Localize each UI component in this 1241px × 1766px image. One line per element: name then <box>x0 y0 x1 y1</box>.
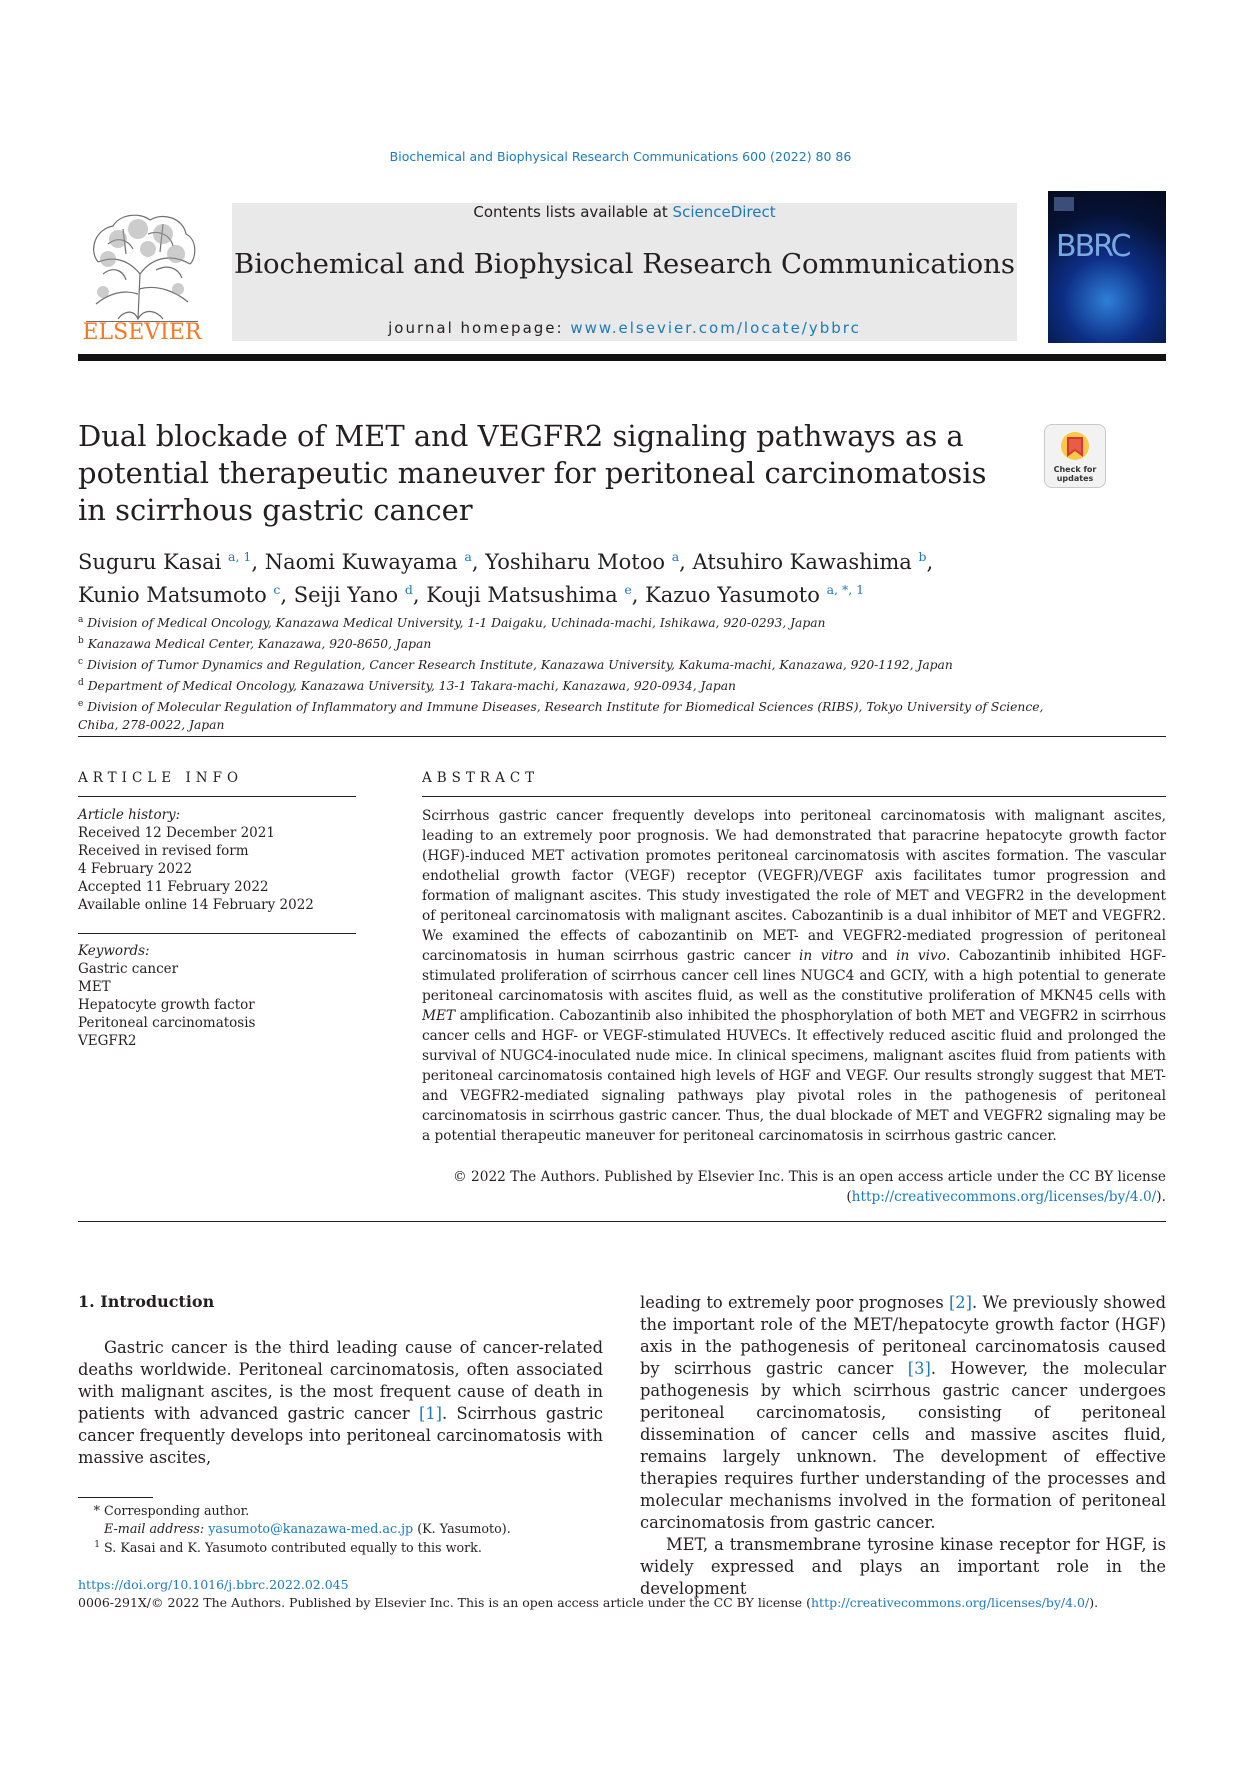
issn-line: 0006-291X/© 2022 The Authors. Published by Elsevier Inc. This is an open access article under the CC BY license (http://creativecommons.org/licenses/by/4.0/). <box>78 1595 1099 1610</box>
homepage-prefix: journal homepage: <box>388 319 571 337</box>
author[interactable]: Yoshiharu Motoo $^a$ <box>485 549 680 574</box>
affiliations <box>78 611 1078 734</box>
author[interactable]: Naomi Kuwayama $^a$ <box>264 549 472 574</box>
author-affil-mark: a, *, 1 <box>826 582 865 597</box>
article-info-heading: ARTICLE INFO <box>78 770 244 786</box>
cover-label: BBRC <box>1056 229 1130 264</box>
keyword: MET <box>78 979 111 995</box>
page-footer <box>78 1576 1166 1612</box>
keyword: Gastric cancer <box>78 961 179 977</box>
author-list: Suguru Kasai $^{a, 1}$, Naomi Kuwayama $^a$, Yoshiharu Motoo $^a$, Atsuhiro Kawashima $^b$, Kunio Matsumoto $^c$, Seiji Yano $^d$, Kouji Matsushima $^e$, Kazuo Yasumoto $^{a, *, 1}$ <box>78 549 934 607</box>
publisher-name: ELSEVIER <box>82 320 202 345</box>
author[interactable]: Seiji Yano $^d$ <box>293 582 413 607</box>
history-item: 4 February 2022 <box>78 861 193 877</box>
author[interactable]: Kouji Matsushima $^e$ <box>426 582 632 607</box>
license-link[interactable]: http://creativecommons.org/licenses/by/4.0/ <box>851 1189 1157 1205</box>
abstract-text: Scirrhous gastric cancer frequently develops into peritoneal carcinomatosis with malignant ascites, leading to an extremely poor prognosis. We had demonstrated that paracrine hepatocyte growth factor (HGF)-induced MET activation promotes peritoneal carcinomatosis with ascites formation. The vascular endothelial growth factor (VEGF) receptor (VEGFR)/VEGF axis facilitates tumor progression and formation of malignant ascites. This study investigated the role of MET and VEGFR2 in the development of peritoneal carcinomatosis with malignant ascites. Cabozantinib is a dual inhibitor of MET and VEGFR2. We examined the effects of cabozantinib on MET- and VEGFR2-mediated progression of peritoneal carcinomatosis in human scirrhous gastric cancer in vitro and in vivo. Cabozantinib inhibited HGF-stimulated proliferation of scirrhous cancer cell lines NUGC4 and GCIY, with a high potential to generate peritoneal carcinomatosis with ascites fluid, as well as the constitutive proliferation of MKN45 cells with MET amplification. Cabozantinib also inhibited the phosphorylation of both MET and VEGFR2 in scirrhous cancer cells and HGF- or VEGF-stimulated HUVECs. It effectively reduced ascitic fluid and prolonged the survival of NUGC4-inoculated nude mice. In clinical specimens, malignant ascites fluid from patients with peritoneal carcinomatosis contained high levels of HGF and VEGF. Our results strongly suggest that MET- and VEGFR2-mediated signaling pathways play pivotal roles in the pathogenesis of peritoneal carcinomatosis in scirrhous gastric cancer. Thus, the dual blockade of MET and VEGFR2 signaling may be a potential therapeutic maneuver for peritoneal carcinomatosis in scirrhous gastric cancer. <box>422 808 1166 1144</box>
introduction-left-column: Gastric cancer is the third leading cause of cancer-related deaths worldwide. Peritoneal carcinomatosis, often associated with malignant ascites, is the most frequent cause of death in patients with advanced gastric cancer [1]. Scirrhous gastric cancer frequently develops into peritoneal carcinomatosis with massive ascites, <box>78 1338 604 1467</box>
affiliation: $^d$ Department of Medical Oncology, Kanazawa University, 13-1 Takara-machi, Kanazawa, 920-0934, Japan <box>78 678 736 694</box>
abstract-copyright: © 2022 The Authors. Published by Elsevier Inc. This is an open access article under the CC BY license (http://creativecommons.org/licenses/by/4.0/). <box>453 1169 1166 1205</box>
corresponding-footnote: * Corresponding author. <box>93 1503 250 1518</box>
author-affil-mark: d <box>404 582 413 597</box>
abstract-rule <box>422 796 1166 797</box>
affiliation-rule <box>78 736 1166 737</box>
keywords <box>78 942 356 1050</box>
check-for-updates-badge[interactable] <box>1044 424 1106 488</box>
contents-prefix: Contents lists available at <box>473 203 673 221</box>
sciencedirect-link[interactable]: ScienceDirect <box>672 203 776 221</box>
author[interactable]: Kazuo Yasumoto $^{a, *, 1}$ <box>645 582 865 607</box>
author-affil-mark: c <box>273 582 281 597</box>
email-footnote: E-mail address: yasumoto@kanazawa-med.ac.jp (K. Yasumoto). <box>104 1520 511 1536</box>
paragraph: leading to extremely poor prognoses [2]. We previously showed the important role of the MET/hepatocyte growth factor (HGF) axis in the pathogenesis of peritoneal carcinomatosis caused by scirrhous gastric cancer [3]. However, the molecular pathogenesis by which scirrhous gastric cancer undergoes peritoneal carcinomatosis, consisting of peritoneal dissemination of cancer cells and massive ascites fluid, remains largely unknown. The development of effective therapies requires further understanding of the processes and molecular mechanisms involved in the formation of peritoneal carcinomatosis from gastric cancer. <box>640 1293 1166 1532</box>
citation-link[interactable]: [1] <box>418 1404 443 1423</box>
abstract-heading: ABSTRACT <box>422 770 540 786</box>
author[interactable]: Suguru Kasai $^{a, 1}$ <box>78 549 252 574</box>
affiliation: $^a$ Division of Medical Oncology, Kanazawa Medical University, 1-1 Daigaku, Uchinada-machi, Ishikawa, 920-0293, Japan <box>78 615 826 631</box>
introduction-heading: 1. Introduction <box>78 1292 215 1311</box>
author-affil-mark: a, 1 <box>228 549 252 564</box>
keyword: VEGFR2 <box>78 1033 137 1049</box>
abstract-end-rule <box>78 1221 1166 1222</box>
author-affil-mark: b <box>918 549 927 564</box>
keywords-rule <box>78 933 356 934</box>
keywords-label: Keywords: <box>78 943 150 959</box>
journal-title: Biochemical and Biophysical Research Communications <box>233 248 1015 280</box>
header-rule <box>78 354 1166 361</box>
contents-line <box>232 203 1017 221</box>
footnotes <box>78 1502 548 1557</box>
history-item: Available online 14 February 2022 <box>78 897 314 913</box>
keyword: Peritoneal carcinomatosis <box>78 1015 256 1031</box>
article-title: Dual blockade of MET and VEGFR2 signaling pathways as a potential therapeutic maneuver for peritoneal carcinomatosis in scirrhous gastric cancer <box>78 419 987 527</box>
citation-link[interactable]: [3] <box>907 1359 931 1378</box>
history-item: Received in revised form <box>78 843 249 859</box>
article-history <box>78 806 356 914</box>
homepage-link[interactable]: www.elsevier.com/locate/ybbrc <box>570 319 861 337</box>
article-info-rule <box>78 796 356 797</box>
email-link[interactable]: yasumoto@kanazawa-med.ac.jp <box>208 1520 414 1536</box>
footnote-rule <box>78 1497 153 1498</box>
citation-link[interactable]: [2] <box>948 1293 973 1312</box>
bookmark-icon <box>1045 429 1105 465</box>
journal-reference[interactable]: Biochemical and Biophysical Research Communications 600 (2022) 80 86 <box>389 149 852 164</box>
affiliation: $^b$ Kanazawa Medical Center, Kanazawa, 920-8650, Japan <box>78 636 432 652</box>
author-affil-mark: e <box>624 582 632 597</box>
cover-elsevier-mark <box>1054 197 1074 211</box>
affiliation: $^e$ Division of Molecular Regulation of Inflammatory and Immune Diseases, Research Institute for Biomedical Sciences (RIBS), Tokyo University of Science, Chiba, 278-0022, Japan <box>78 699 1044 733</box>
author-affil-mark: a <box>671 549 680 564</box>
history-item: Received 12 December 2021 <box>78 825 275 841</box>
keyword: Hepatocyte growth factor <box>78 997 255 1013</box>
author[interactable]: Kunio Matsumoto $^c$ <box>78 582 281 607</box>
footer-license-link[interactable]: http://creativecommons.org/licenses/by/4.0/ <box>811 1595 1090 1610</box>
equal-contribution-footnote: $^1$ S. Kasai and K. Yasumoto contributed equally to this work. <box>94 1540 482 1556</box>
paragraph: MET, a transmembrane tyrosine kinase receptor for HGF, is widely expressed and plays an important role in the development <box>640 1535 1166 1598</box>
history-label: Article history: <box>78 807 181 823</box>
author[interactable]: Atsuhiro Kawashima $^b$ <box>692 549 927 574</box>
journal-cover[interactable] <box>1048 191 1166 343</box>
affiliation: $^c$ Division of Tumor Dynamics and Regulation, Cancer Research Institute, Kanazawa University, Kakuma-machi, Kanazawa, 920-1192, Japan <box>78 657 953 673</box>
introduction-right-column <box>640 1292 1166 1600</box>
history-item: Accepted 11 February 2022 <box>78 879 269 895</box>
check-for-updates-label: Check for updates <box>1053 465 1097 483</box>
doi-link[interactable]: https://doi.org/10.1016/j.bbrc.2022.02.045 <box>78 1577 349 1592</box>
homepage-line <box>232 319 1017 337</box>
author-affil-mark: a <box>464 549 472 564</box>
elsevier-logo[interactable] <box>78 204 206 344</box>
journal-header <box>232 203 1017 341</box>
